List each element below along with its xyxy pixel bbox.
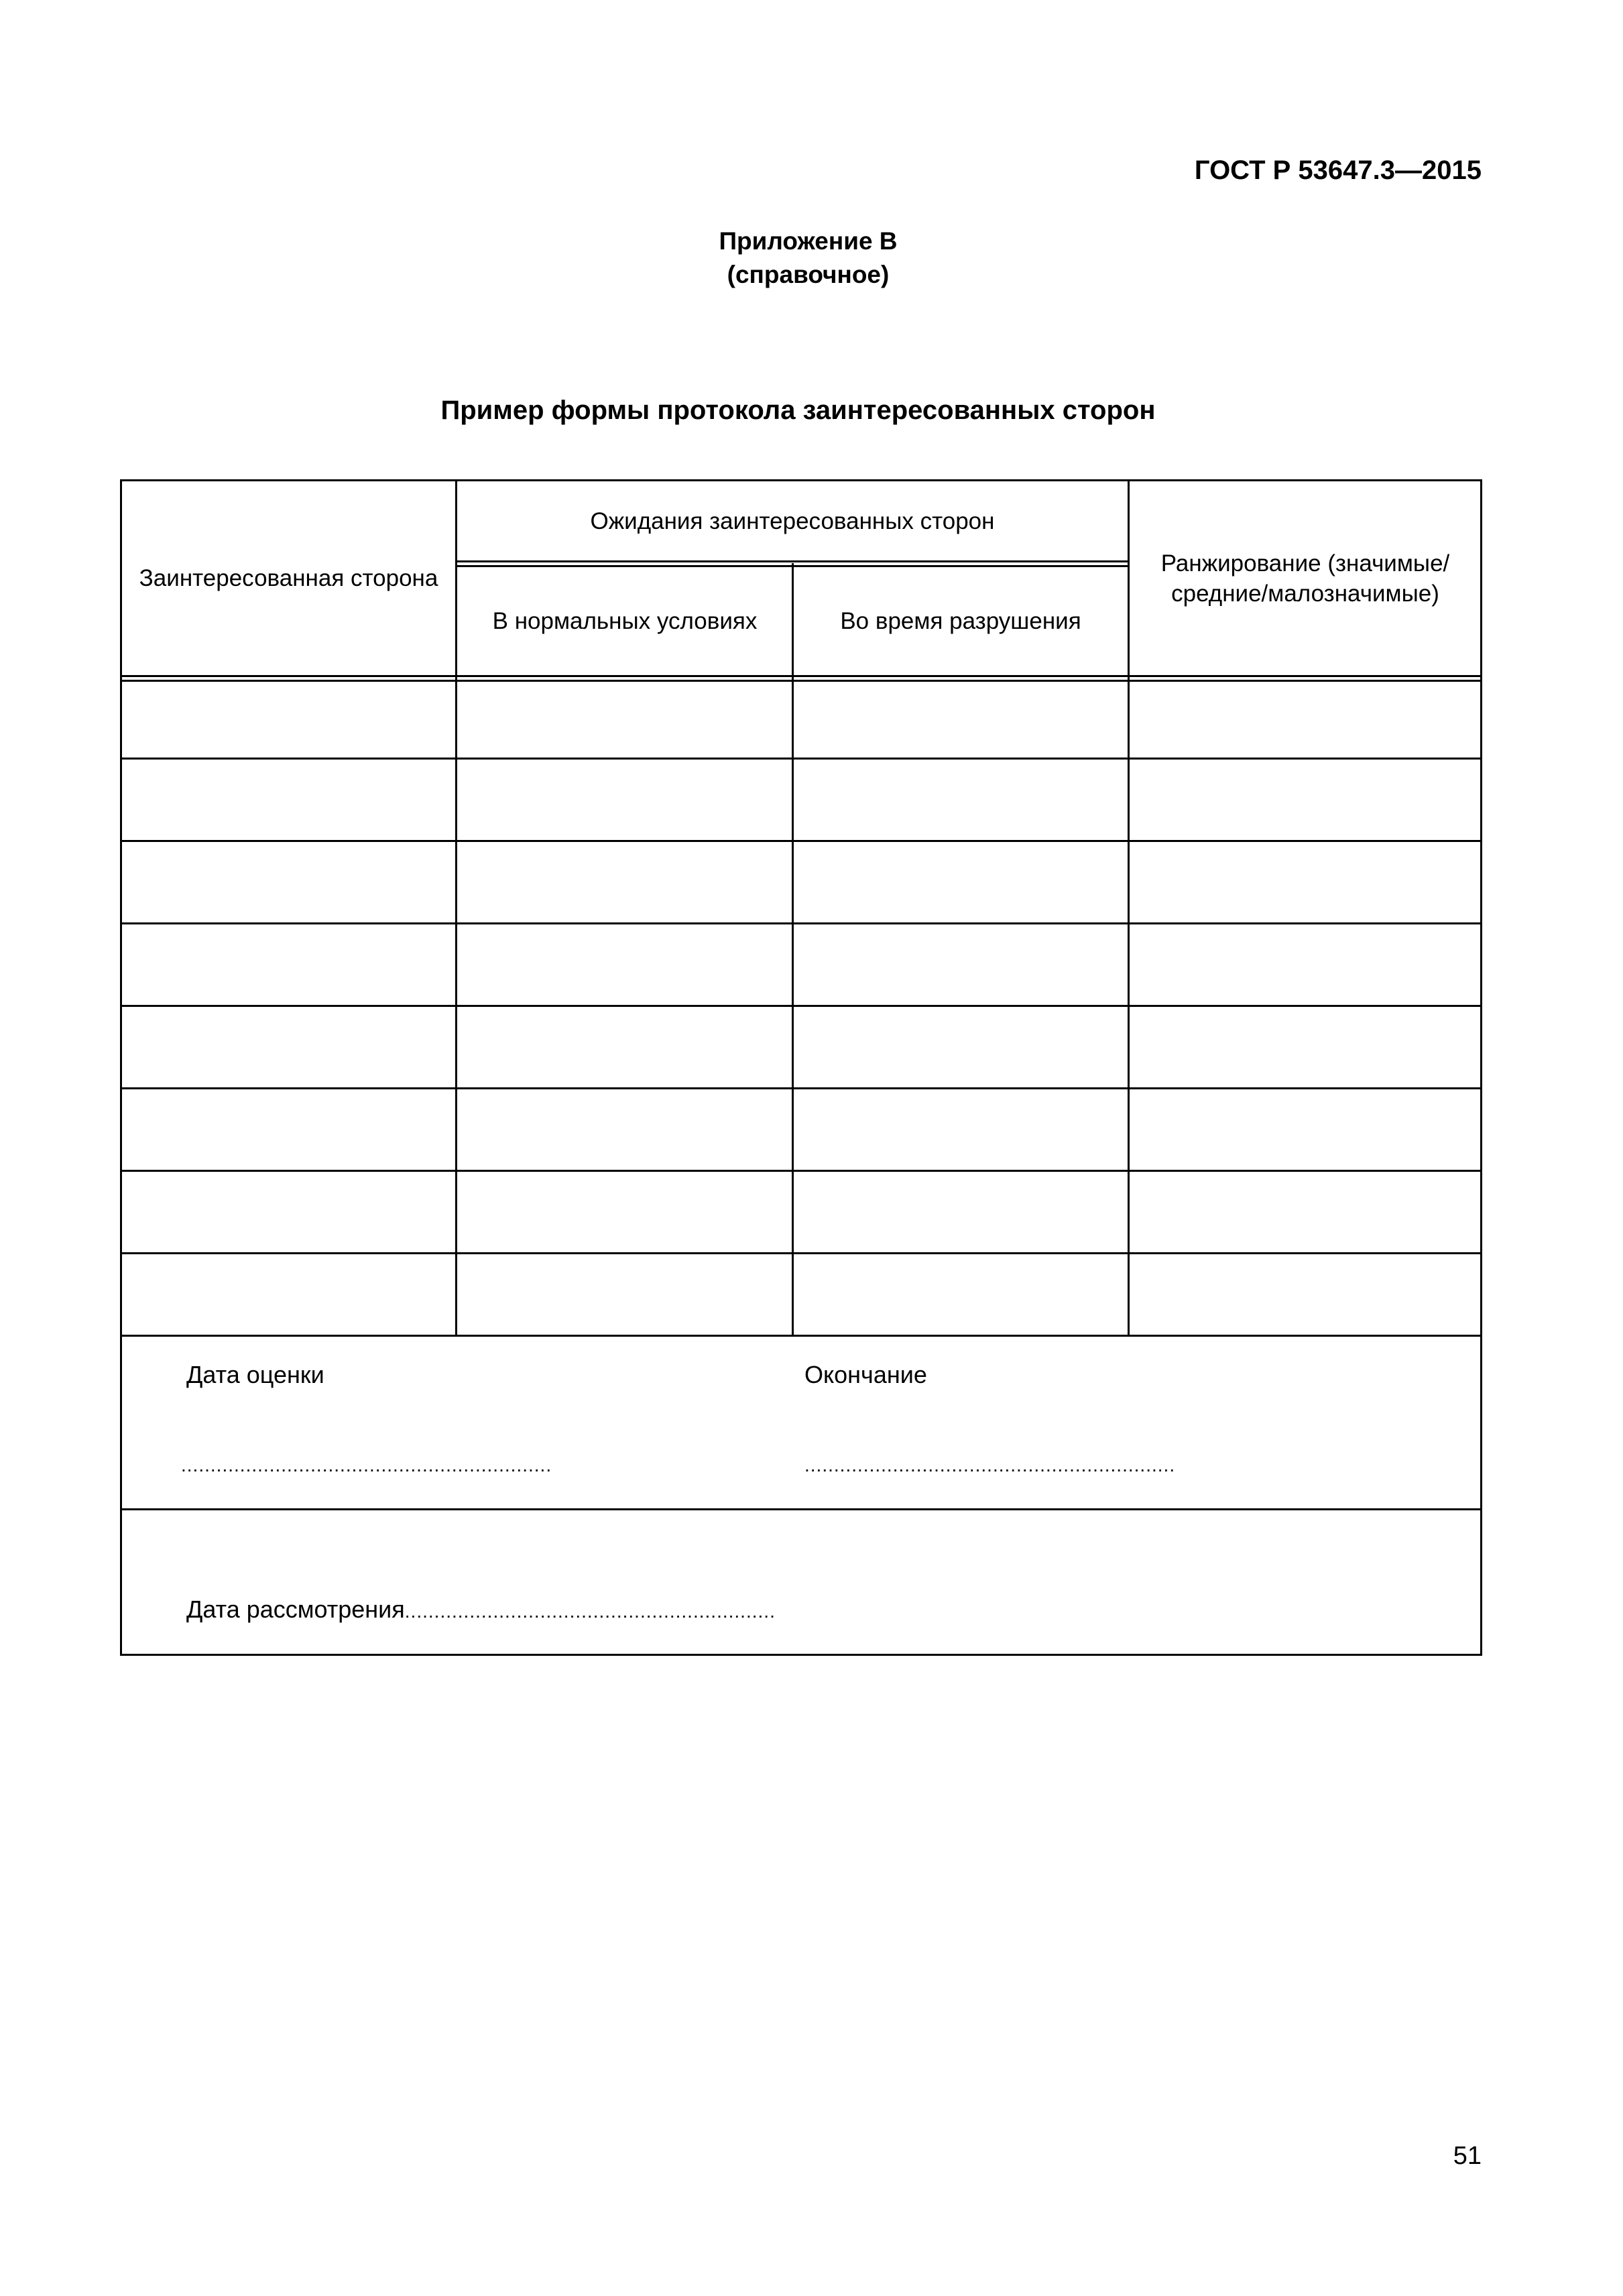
end-date-field[interactable]: ............................................................... <box>804 1455 1176 1475</box>
header-ranking: Ранжирование (значимые/средние/малозначимые) <box>1160 550 1450 607</box>
appendix-heading <box>0 225 1623 292</box>
column-divider <box>455 481 457 1335</box>
header-stakeholder: Заинтересованная сторона <box>139 565 438 591</box>
review-date-field[interactable]: ............................................................... <box>404 1601 776 1622</box>
header-divider <box>455 560 1130 562</box>
end-label: Окончание <box>804 1361 927 1388</box>
header-bottom-line <box>122 675 1480 677</box>
row-line <box>122 1252 1480 1254</box>
page-number: 51 <box>1453 2142 1482 2170</box>
row-line <box>122 922 1480 924</box>
header-during-disruption: Во время разрушения <box>840 608 1081 634</box>
standard-designation: ГОСТ Р 53647.3—2015 <box>1194 156 1482 185</box>
header-normal-conditions: В нормальных условиях <box>492 608 758 634</box>
form-title: Пример формы протокола заинтересованных сторон <box>440 396 1156 425</box>
stakeholder-protocol-form <box>120 479 1482 1656</box>
row-line <box>122 840 1480 842</box>
row-line <box>122 758 1480 760</box>
row-line <box>122 1087 1480 1089</box>
column-divider <box>1128 481 1130 1335</box>
row-line <box>122 1005 1480 1007</box>
appendix-title: Приложение В <box>719 227 898 255</box>
review-date-label <box>186 1595 776 1624</box>
appendix-type: (справочное) <box>727 261 890 288</box>
row-line <box>122 1170 1480 1172</box>
header-expectations: Ожидания заинтересованных сторон <box>590 507 995 534</box>
assessment-date-label: Дата оценки <box>186 1361 324 1388</box>
header-bottom-line <box>122 680 1480 682</box>
column-divider <box>792 563 794 1335</box>
review-date-text: Дата рассмотрения <box>186 1595 405 1623</box>
assessment-date-field[interactable]: ............................................................... <box>181 1455 552 1475</box>
table-bottom-line <box>122 1335 1480 1337</box>
section-line <box>122 1508 1480 1510</box>
